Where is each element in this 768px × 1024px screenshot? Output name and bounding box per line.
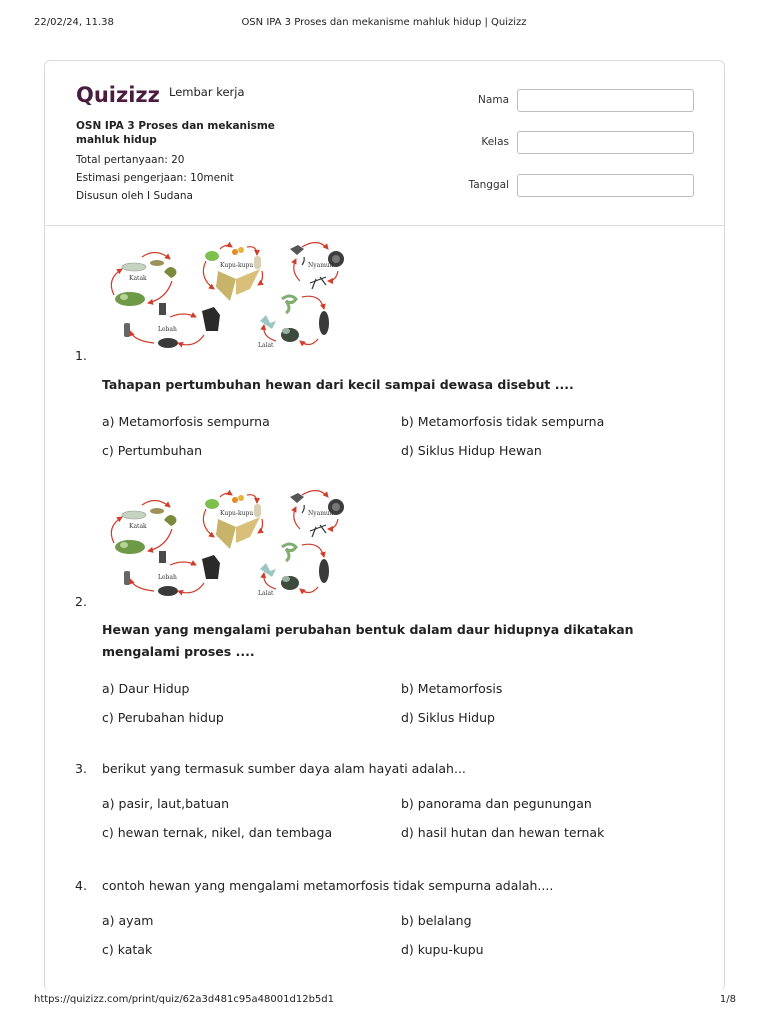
animal-lifecycle-diagram	[102, 489, 352, 601]
tadpole	[150, 508, 164, 514]
bee-cell	[159, 551, 166, 563]
page-number: 1/8	[719, 994, 736, 1005]
adult-mosquito	[310, 525, 326, 537]
butterfly-wing-left	[216, 271, 236, 301]
pupa	[254, 256, 261, 269]
fly-eggs	[260, 563, 276, 577]
class-label: Kelas	[481, 136, 509, 148]
option-a[interactable]: a) Daur Hidup	[102, 681, 190, 696]
adult-frog	[115, 540, 145, 554]
butterfly-wing-right	[236, 269, 260, 295]
option-c[interactable]: c) Pertumbuhan	[102, 443, 203, 458]
fly-larva	[282, 296, 296, 313]
print-url: https://quizizz.com/print/quiz/62a3d481c95a48001d12b5d1	[34, 994, 334, 1005]
caterpillar	[232, 249, 238, 255]
frog-eggs	[122, 263, 146, 271]
adult-mosquito	[310, 277, 326, 289]
bee-label: Lebah	[158, 326, 177, 333]
frog-label: Katak	[129, 523, 147, 530]
date-input[interactable]	[517, 174, 694, 197]
adult-bee	[158, 338, 178, 348]
lifecycle-figure	[102, 489, 352, 605]
option-d[interactable]: d) hasil hutan dan hewan ternak	[401, 825, 605, 840]
adult-frog	[115, 292, 145, 306]
option-b[interactable]: b) belalang	[401, 913, 472, 928]
option-c[interactable]: c) Perubahan hidup	[102, 710, 224, 725]
lifecycle-figure	[102, 241, 352, 357]
bee-pupa	[124, 571, 130, 585]
butterfly-label: Kupu-kupu	[220, 510, 254, 517]
class-input[interactable]	[517, 131, 694, 154]
fly-label: Lalat	[258, 590, 274, 597]
question-stem: Tahapan pertumbuhan hewan dari kecil sampai dewasa disebut ....	[102, 377, 574, 392]
butterfly-cycle	[203, 245, 262, 301]
fly-larva	[282, 544, 296, 561]
name-label: Nama	[478, 94, 509, 106]
pupa	[254, 504, 261, 517]
froglet	[164, 515, 176, 526]
butterfly-egg-leaf	[205, 251, 219, 261]
fly-eggs	[260, 315, 276, 329]
frog-cycle	[111, 500, 176, 554]
option-a[interactable]: a) Metamorfosis sempurna	[102, 414, 270, 429]
print-date: 22/02/24, 11.38	[34, 17, 114, 28]
frog-label: Katak	[129, 275, 147, 282]
caterpillar	[232, 497, 238, 503]
mosquito-label: Nyamuk	[308, 510, 334, 517]
logo-text: Quizizz	[76, 83, 160, 107]
frog-cycle	[111, 252, 176, 306]
worksheet-header	[45, 61, 724, 226]
option-d[interactable]: d) kupu-kupu	[401, 942, 484, 957]
tadpole	[150, 260, 164, 266]
fly-pupa	[319, 559, 329, 583]
question-number: 4.	[75, 878, 87, 893]
quizizz-logo	[76, 81, 164, 107]
option-b[interactable]: b) panorama dan pegunungan	[401, 796, 592, 811]
option-b[interactable]: b) Metamorfosis	[401, 681, 503, 696]
mosquito-label: Nyamuk	[308, 262, 334, 269]
butterfly-cycle	[203, 493, 262, 549]
bee-adult-side	[202, 307, 220, 331]
name-input[interactable]	[517, 89, 694, 112]
print-header	[0, 0, 768, 40]
option-c[interactable]: c) katak	[102, 942, 153, 957]
bee-pupa	[124, 323, 130, 337]
option-a[interactable]: a) ayam	[102, 913, 154, 928]
option-d[interactable]: d) Siklus Hidup Hewan	[401, 443, 542, 458]
question-number: 2.	[75, 594, 87, 609]
bee-label: Lebah	[158, 574, 177, 581]
quiz-title: OSN IPA 3 Proses dan mekanisme mahluk hidup	[76, 120, 275, 146]
animal-lifecycle-diagram	[102, 241, 352, 353]
question-number: 3.	[75, 761, 87, 776]
bee-cell	[159, 303, 166, 315]
question-stem: berikut yang termasuk sumber daya alam hayati adalah...	[102, 761, 466, 776]
fly-cycle	[258, 296, 329, 349]
class-field	[445, 131, 695, 155]
fly-label: Lalat	[258, 342, 274, 349]
fly-pupa	[319, 311, 329, 335]
worksheet-card	[44, 60, 725, 991]
butterfly-label: Kupu-kupu	[220, 262, 254, 269]
date-label: Tanggal	[468, 179, 509, 191]
question-stem: Hewan yang mengalami perubahan bentuk dalam daur hidupnya dikatakan mengalami proses ....	[102, 622, 634, 659]
name-field	[445, 89, 695, 113]
option-c[interactable]: c) hewan ternak, nikel, dan tembaga	[102, 825, 333, 840]
option-a[interactable]: a) pasir, laut,batuan	[102, 796, 230, 811]
question-number: 1.	[75, 348, 87, 363]
author: Disusun oleh I Sudana	[76, 190, 193, 202]
option-d[interactable]: d) Siklus Hidup	[401, 710, 495, 725]
frog-eggs	[122, 511, 146, 519]
butterfly-egg-leaf	[205, 499, 219, 509]
butterfly-wing-left	[216, 519, 236, 549]
worksheet-label: Lembar kerja	[169, 85, 245, 99]
mosquito-cycle	[290, 242, 344, 289]
total-questions: Total pertanyaan: 20	[76, 154, 185, 166]
froglet	[164, 267, 176, 278]
print-title: OSN IPA 3 Proses dan mekanisme mahluk hidup | Quizizz	[241, 17, 527, 28]
bee-cycle	[124, 551, 220, 596]
mosquito-cycle	[290, 490, 344, 537]
date-field	[445, 174, 695, 198]
quiz-meta	[76, 119, 316, 205]
bee-adult-side	[202, 555, 220, 579]
option-b[interactable]: b) Metamorfosis tidak sempurna	[401, 414, 605, 429]
quizizz-logo-mark	[76, 81, 164, 107]
bee-cycle	[124, 303, 220, 348]
adult-bee	[158, 586, 178, 596]
fly-cycle	[258, 544, 329, 597]
butterfly-wing-right	[236, 517, 260, 543]
question-stem: contoh hewan yang mengalami metamorfosis tidak sempurna adalah....	[102, 878, 554, 893]
estimated-time: Estimasi pengerjaan: 10menit	[76, 172, 234, 184]
